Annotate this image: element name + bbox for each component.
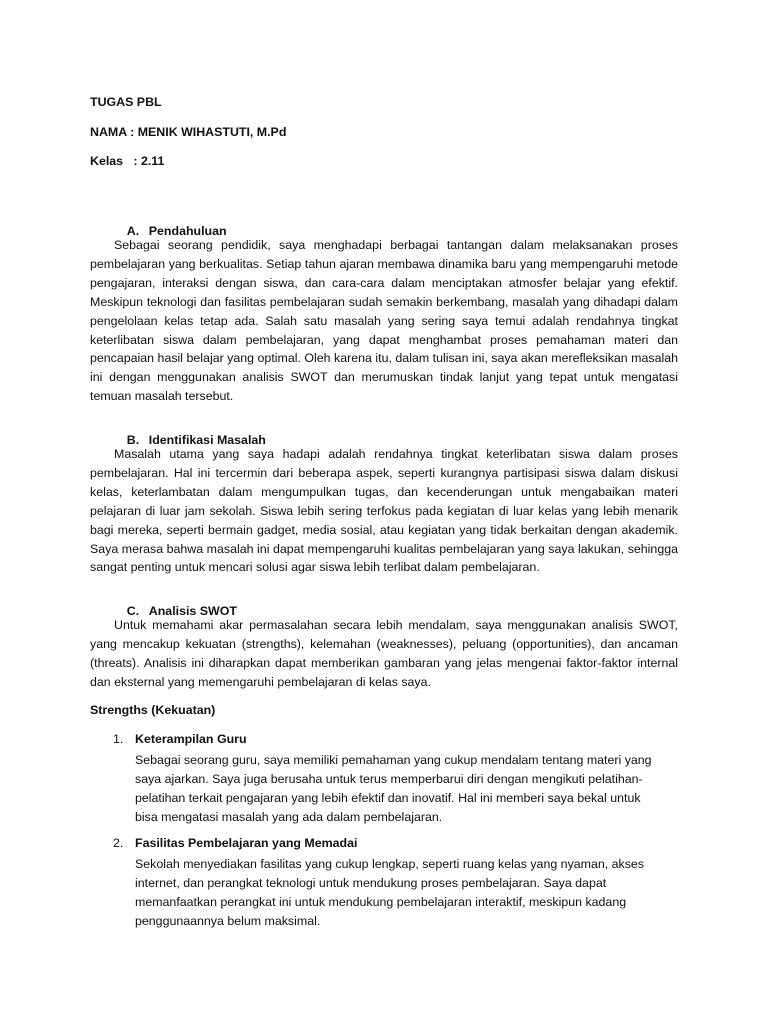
section-paragraph: Sebagai seorang pendidik, saya menghadapi berbagai tantangan dalam melaksanakan proses pembelajaran yang berkualitas. Setiap tahun ajaran membawa dinamika baru yang mempengaruhi metode pengajaran, interaksi dengan siswa, dan cara-cara dalam menciptakan atmosfer belajar yang efektif. Meskipun teknologi dan fasilitas pembelajaran sudah semakin berkembang, masalah yang dihadapi dalam pengelolaan kelas tetap ada. Salah satu masalah yang sering saya temui adalah rendahnya tingkat keterlibatan siswa dalam pembelajaran, yang dapat menghambat proses pemahaman materi dan pencapaian hasil belajar yang optimal. Oleh karena itu, dalam tulisan ini, saya akan merefleksikan masalah ini dengan menggunakan analisis SWOT dan merumuskan tindak lanjut yang tepat untuk mengatasi temuan masalah tersebut. [90,238,678,404]
section-title: Identifikasi Masalah [148,433,266,447]
section-title: Analisis SWOT [148,604,237,618]
assignment-title: TUGAS PBL [90,95,162,109]
list-item-title: Keterampilan Guru [135,732,247,746]
section-paragraph: Masalah utama yang saya hadapi adalah rendahnya tingkat keterlibatan siswa dalam proses pembelajaran. Hal ini tercermin dari beberapa aspek, seperti kurangnya partisipasi siswa dalam diskusi kelas, keterlambatan dalam mengumpulkan tugas, dan kecenderungan untuk mengabaikan materi pelajaran di luar jam sekolah. Siswa lebih sering terfokus pada kegiatan di luar kelas yang lebih menarik bagi mereka, seperti bermain gadget, media sosial, atau kegiatan yang tidak berkaitan dengan akademik. Saya merasa bahwa masalah ini dapat mempengaruhi kualitas pembelajaran yang saya lakukan, sehingga sangat penting untuk mencari solusi agar siswa lebih terlibat dalam pembelajaran. [90,447,678,575]
list-item-body: Sekolah menyediakan fasilitas yang cukup lengkap, seperti ruang kelas yang nyaman, akses internet, dan perangkat teknologi untuk mendukung proses pembelajaran. Saya dapat memanfaatkan perangkat ini untuk mendukung pembelajaran interaktif, meskipun kadang penggunaannya belum maksimal. [135,856,645,928]
class-value: : 2.11 [133,154,165,168]
section-letter: A. [126,224,140,238]
section-letter: B. [126,433,140,447]
list-number: 2. [113,836,124,850]
section-letter: C. [126,604,140,618]
list-item-title: Fasilitas Pembelajaran yang Memadai [135,836,358,850]
strengths-heading: Strengths (Kekuatan) [90,703,216,717]
section-title: Pendahuluan [148,224,227,238]
author-name: NAMA : MENIK WIHASTUTI, M.Pd [90,125,287,139]
list-number: 1. [113,732,124,746]
list-item-body: Sebagai seorang guru, saya memiliki pemahaman yang cukup mendalam tentang materi yang saya ajarkan. Saya juga berusaha untuk terus memperbarui diri dengan mengikuti pelatihan-pelatihan terkait pengajaran yang lebih efektif dan inovatif. Hal ini memberi saya bekal untuk bisa mengatasi masalah yang ada dalam pembelajaran. [135,752,652,824]
section-paragraph: Untuk memahami akar permasalahan secara lebih mendalam, saya menggunakan analisis SWOT, yang mencakup kekuatan (strengths), kelemahan (weaknesses), peluang (opportunities), dan ancaman (threats). Analisis ini diharapkan dapat memberikan gambaran yang jelas mengenai faktor-faktor internal dan eksternal yang memengaruhi pembelajaran di kelas saya. [90,618,678,689]
class-line [90,154,164,168]
class-label: Kelas [90,154,124,168]
